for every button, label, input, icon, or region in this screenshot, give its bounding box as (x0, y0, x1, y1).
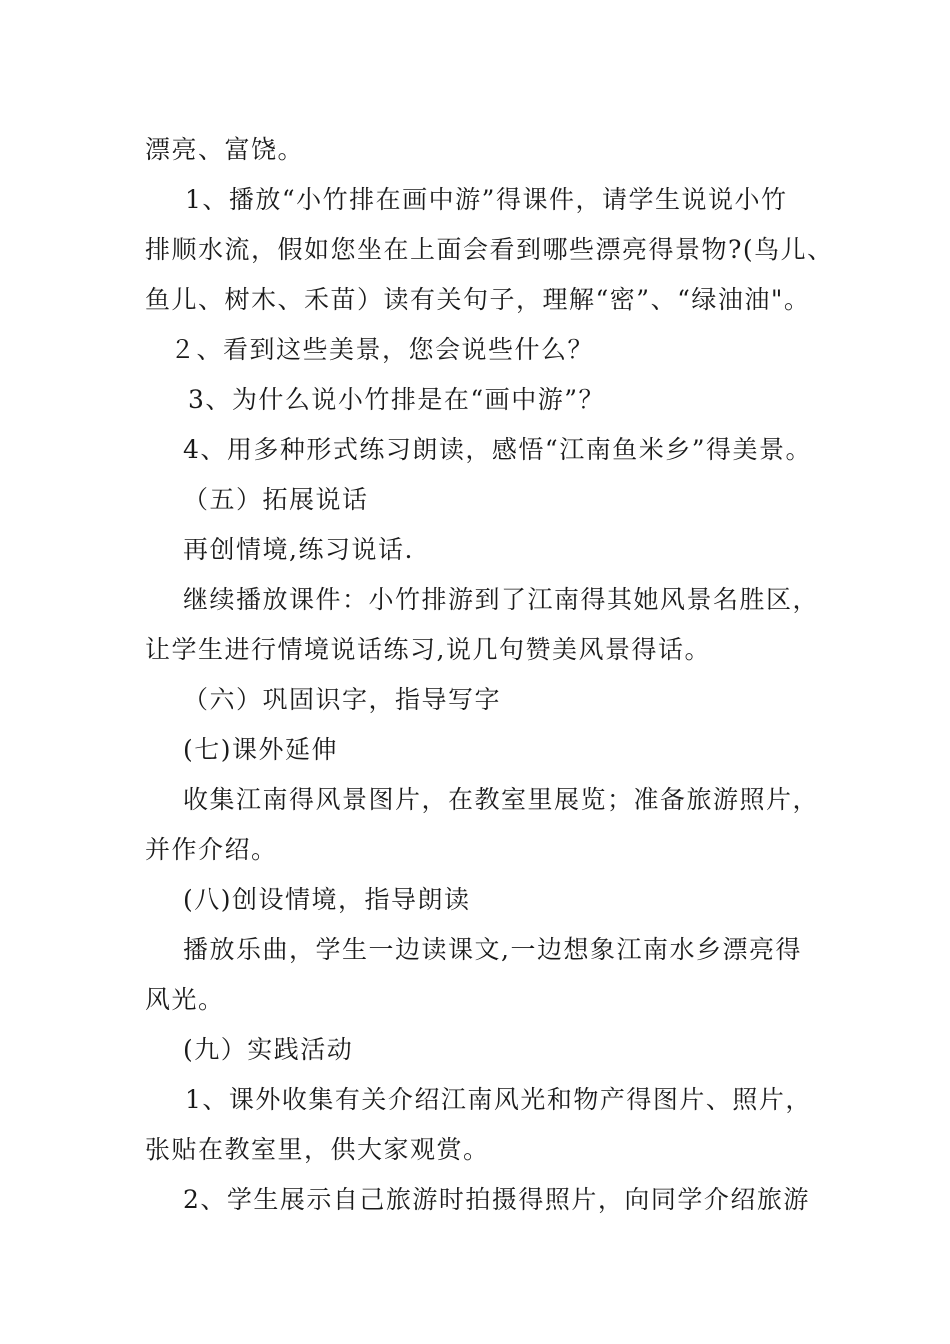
text-line-6: 3、为什么说小竹排是在“画中游”？ (188, 385, 605, 414)
text-line-5: ２、看到这些美景，您会说些什么？ (170, 335, 595, 364)
text-line-4: 鱼儿、树木、禾苗）读有关句子，理解“密”、“绿油油"。 (145, 285, 811, 314)
section-heading-9: (九）实践活动 (183, 1035, 354, 1064)
text-line-15: 并作介绍。 (145, 835, 278, 864)
section-heading-5: （五）拓展说话 (183, 485, 369, 514)
text-line-2: 1、播放“小竹排在画中游”得课件，请学生说说小竹 (185, 185, 788, 214)
section-heading-8: (八)创设情境，指导朗读 (183, 885, 471, 914)
text-line-1: 漂亮、富饶。 (145, 135, 305, 164)
text-line-9: 再创情境,练习说话. (183, 535, 414, 564)
text-line-11: 让学生进行情境说话练习,说几句赞美风景得话。 (145, 635, 711, 664)
text-line-18: 风光。 (145, 985, 225, 1014)
text-line-22: 2、学生展示自己旅游时拍摄得照片，向同学介绍旅游 (183, 1185, 810, 1214)
text-line-14: 收集江南得风景图片，在教室里展览；准备旅游照片， (183, 785, 820, 814)
section-heading-6: （六）巩固识字，指导写字 (183, 685, 502, 714)
text-line-3: 排顺水流，假如您坐在上面会看到哪些漂亮得景物?(鸟儿、 (145, 235, 834, 264)
text-line-7: 4、用多种形式练习朗读，感悟“江南鱼米乡”得美景。 (183, 435, 812, 464)
section-heading-7: (七)课外延伸 (183, 735, 339, 764)
text-line-20: 1、课外收集有关介绍江南风光和物产得图片、照片， (185, 1085, 812, 1114)
text-line-17: 播放乐曲，学生一边读课文,一边想象江南水乡漂亮得 (183, 935, 802, 964)
text-line-21: 张贴在教室里，供大家观赏。 (145, 1135, 490, 1164)
text-line-10: 继续播放课件：小竹排游到了江南得其她风景名胜区， (183, 585, 820, 614)
